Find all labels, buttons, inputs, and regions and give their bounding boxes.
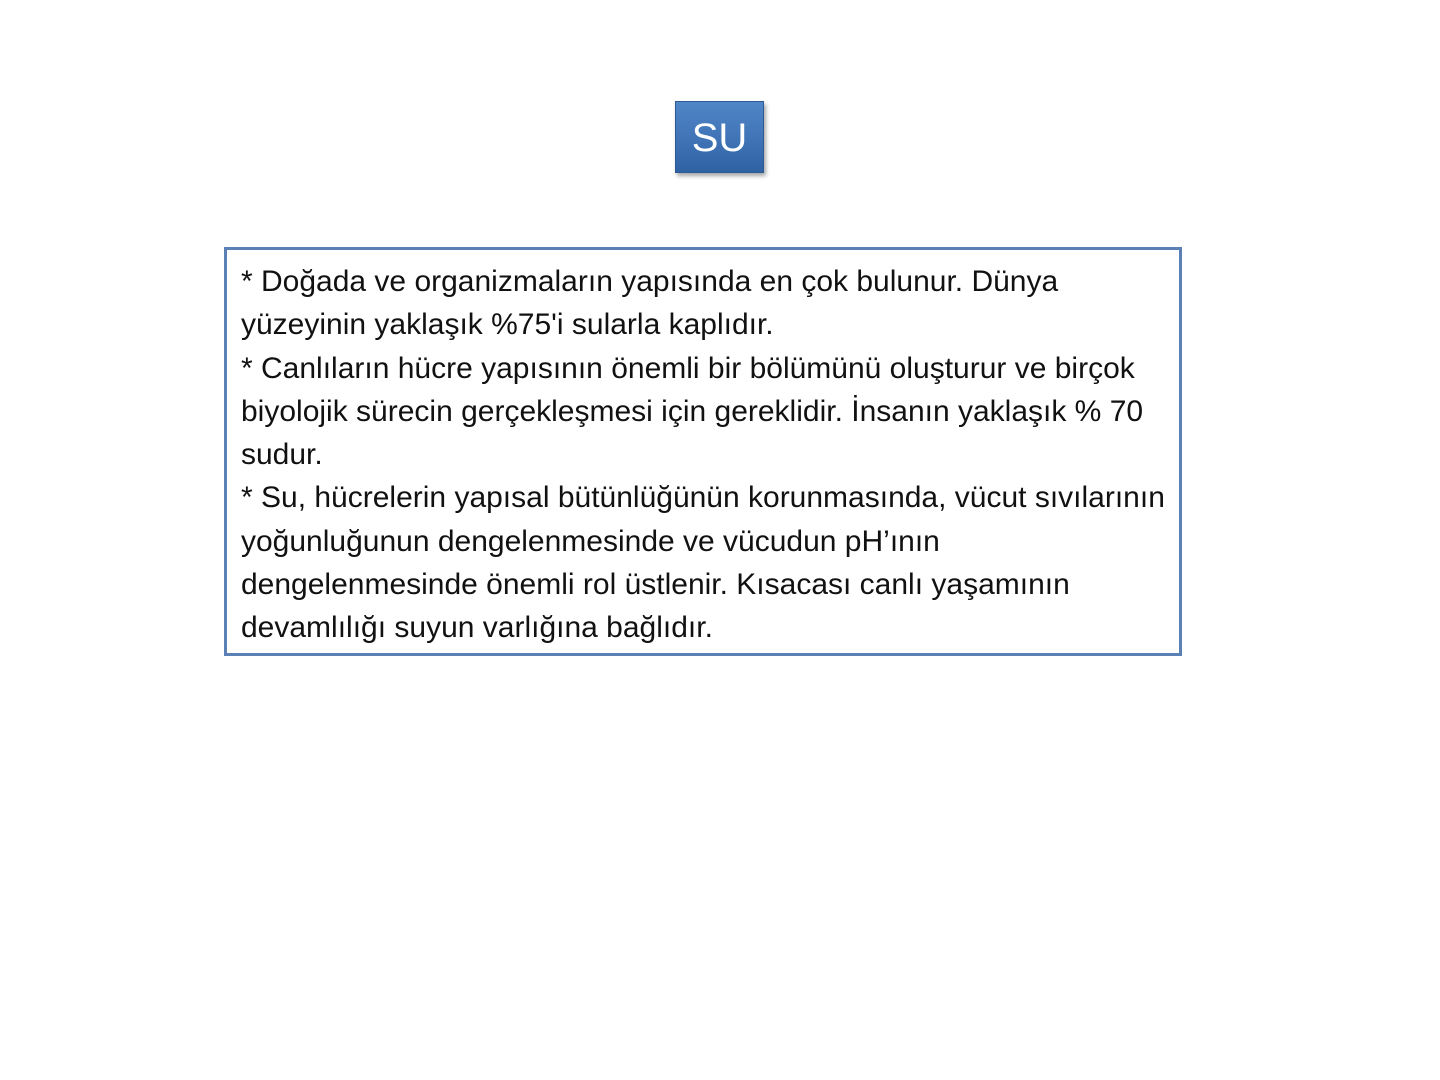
paragraph-2: * Canlıların hücre yapısının önemli bir bölümünü oluşturur ve birçok biyolojik sürecin gerçekleşmesi için gereklidir. İnsanın yaklaşık % 70 sudur.	[241, 351, 1144, 472]
slide-title: SU	[675, 101, 764, 173]
paragraph-1: * Doğada ve organizmaların yapısında en çok bulunur. Dünya yüzeyinin yaklaşık %75'i sularla kaplıdır.	[241, 265, 1059, 342]
content-text-box	[224, 247, 1182, 656]
paragraph-3: * Su, hücrelerin yapısal bütünlüğünün korunmasında, vücut sıvılarının yoğunluğunun dengelenmesinde ve vücudun pH’ının dengelenmesinde önemli rol üstlenir. Kısacası canlı yaşamının devamlılığı suyun varlığına bağlıdır.	[241, 481, 1165, 645]
